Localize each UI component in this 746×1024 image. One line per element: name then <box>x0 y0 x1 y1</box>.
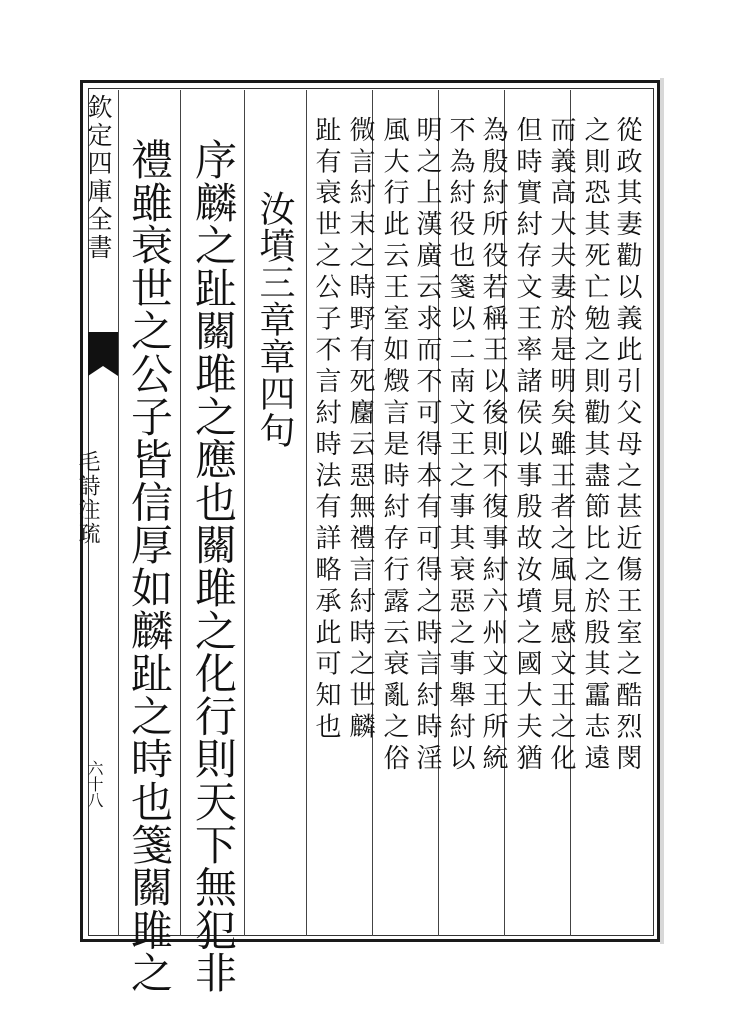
fishtail-mark-icon <box>88 332 118 366</box>
book-title: 毛詩注疏 <box>75 450 100 546</box>
column-rule <box>306 90 307 936</box>
commentary-column: 趾有衰世之公子不言紂時法有詳略承此可知也 <box>311 116 341 744</box>
margin-strip <box>86 94 118 330</box>
commentary-column: 風大行此云王室如燬言是時紂存行露云衰亂之俗 <box>379 116 409 776</box>
main-text-column: 序麟之趾關雎之應也關雎之化行則天下無犯非 <box>189 138 238 994</box>
commentary-column: 微言紂末之時野有死麕云惡無禮言紂時之世麟 <box>345 116 375 744</box>
commentary-column: 不為紂役也箋以二南文王之事其衰惡之事舉紂以 <box>445 116 475 776</box>
commentary-column: 從政其妻勸以義此引父母之甚近傷王室之酷烈閔 <box>612 116 642 776</box>
commentary-column: 明之上漢廣云求而不可得本有可得之時言紂時淫 <box>412 116 442 776</box>
commentary-column: 但時實紂存文王率諸侯以事殷故汝墳之國大夫猶 <box>512 116 542 776</box>
commentary-column: 為殷紂所役若稱王以後則不復事紂六州文王所統 <box>478 116 508 776</box>
column-rule <box>118 90 119 936</box>
commentary-column: 之則恐其死亡勉之則勸其盡節比之於殷其靁志遠 <box>580 116 610 776</box>
collection-title: 欽定四庫全書 <box>84 94 113 262</box>
page-number: 六十八 <box>85 760 104 808</box>
page-edge-shadow <box>660 78 664 944</box>
column-rule <box>244 90 245 936</box>
commentary-column: 而義高大夫妻於是明矣雖王者之風見感文王之化 <box>546 116 576 776</box>
main-text-column: 禮雖衰世之公子皆信厚如麟趾之時也箋關雎之 <box>125 138 174 994</box>
chapter-count-heading: 汝墳三章章四句 <box>254 190 295 449</box>
column-rule <box>180 90 181 936</box>
